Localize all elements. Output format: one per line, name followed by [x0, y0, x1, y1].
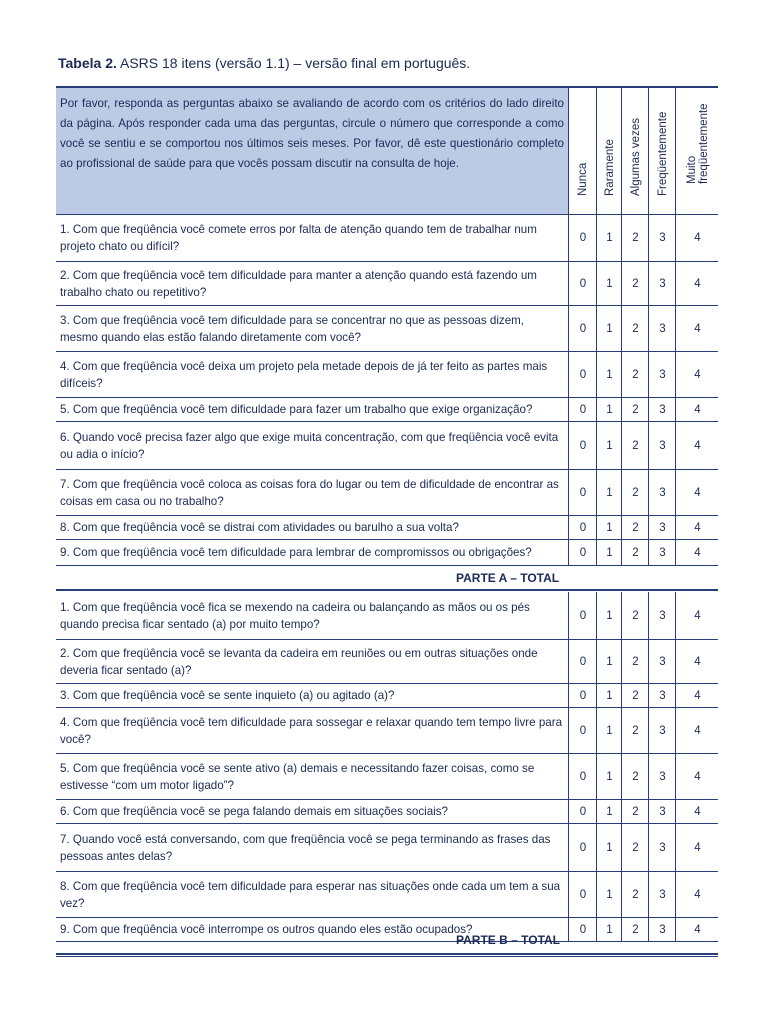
score-option[interactable]: 3	[648, 592, 676, 639]
score-option[interactable]: 0	[568, 470, 597, 515]
question-row	[56, 422, 718, 470]
score-option[interactable]: 4	[675, 918, 719, 941]
score-option[interactable]: 4	[675, 708, 719, 753]
score-option[interactable]: 1	[596, 824, 622, 871]
table-title-text: ASRS 18 itens (versão 1.1) – versão final em português.	[116, 55, 471, 71]
score-option[interactable]: 3	[648, 708, 676, 753]
score-option[interactable]: 1	[596, 422, 622, 469]
table-title-label: Tabela 2.	[58, 55, 117, 71]
col-header-label: Freqüentemente	[656, 111, 669, 196]
part-total	[56, 930, 718, 950]
question-row	[56, 352, 718, 398]
score-option[interactable]: 3	[648, 306, 676, 351]
question-text: 4. Com que freqüência você deixa um projeto pela metade depois de já ter feito as partes mais difíceis?	[60, 359, 548, 390]
section-rule	[56, 953, 718, 955]
score-option[interactable]: 4	[675, 398, 719, 421]
part-total	[56, 568, 718, 588]
question-text: 3. Com que freqüência você tem dificuldade para se concentrar no que as pessoas dizem, mesmo quando elas estão falando diretamente com você?	[60, 313, 525, 344]
question-row	[56, 592, 718, 640]
score-option[interactable]: 1	[596, 262, 622, 305]
score-option[interactable]: 0	[568, 872, 597, 917]
score-option[interactable]: 3	[648, 262, 676, 305]
score-option[interactable]: 2	[621, 352, 649, 397]
question-row	[56, 516, 718, 540]
score-option[interactable]: 0	[568, 800, 597, 823]
question-row	[56, 684, 718, 708]
question-text: 8. Com que freqüência você tem dificuldade para esperar nas situações onde cada um tem a sua vez?	[60, 879, 561, 910]
score-option[interactable]: 2	[621, 214, 649, 261]
question-text: 6. Com que freqüência você se pega falando demais em situações sociais?	[60, 805, 448, 818]
score-option[interactable]: 2	[621, 306, 649, 351]
score-option[interactable]: 0	[568, 824, 597, 871]
score-option[interactable]: 3	[648, 540, 676, 565]
col-header-0	[568, 88, 597, 214]
score-option[interactable]: 4	[675, 540, 719, 565]
score-option[interactable]: 1	[596, 592, 622, 639]
score-option[interactable]: 2	[621, 516, 649, 539]
part-total-label: PARTE A – TOTAL	[456, 571, 560, 585]
score-option[interactable]: 1	[596, 684, 622, 707]
question-row	[56, 824, 718, 872]
score-option[interactable]: 3	[648, 398, 676, 421]
score-option[interactable]: 0	[568, 754, 597, 799]
score-option[interactable]: 0	[568, 684, 597, 707]
score-option[interactable]: 2	[621, 262, 649, 305]
score-option[interactable]: 4	[675, 754, 719, 799]
score-option[interactable]: 1	[596, 754, 622, 799]
score-option[interactable]: 0	[568, 306, 597, 351]
score-option[interactable]: 3	[648, 872, 676, 917]
score-option[interactable]: 0	[568, 516, 597, 539]
score-option[interactable]: 0	[568, 918, 597, 941]
col-header-label: Nunca	[577, 162, 589, 196]
question-text: 2. Com que freqüência você tem dificuldade para manter a atenção quando está fazendo um trabalho chato ou repetitivo?	[60, 268, 537, 299]
score-option[interactable]: 3	[648, 516, 676, 539]
score-option[interactable]: 4	[675, 592, 719, 639]
question-row	[56, 470, 718, 516]
score-option[interactable]: 4	[675, 684, 719, 707]
score-option[interactable]: 1	[596, 640, 622, 683]
score-option[interactable]: 4	[675, 824, 719, 871]
score-option[interactable]: 4	[675, 214, 719, 261]
score-option[interactable]: 4	[675, 352, 719, 397]
question-text: 5. Com que freqüência você tem dificuldade para fazer um trabalho que exige organização?	[60, 403, 533, 416]
score-option[interactable]: 4	[675, 262, 719, 305]
question-text: 3. Com que freqüência você se sente inquieto (a) ou agitado (a)?	[60, 689, 395, 702]
score-option[interactable]: 2	[621, 872, 649, 917]
question-text: 9. Com que freqüência você tem dificuldade para lembrar de compromissos ou obrigações?	[60, 546, 532, 559]
score-option[interactable]: 2	[621, 824, 649, 871]
score-option[interactable]: 2	[621, 754, 649, 799]
score-option[interactable]: 4	[675, 800, 719, 823]
score-option[interactable]: 3	[648, 684, 676, 707]
col-header-label: Raramente	[603, 139, 616, 196]
table-title	[58, 55, 470, 71]
bottom-rule	[56, 956, 718, 957]
score-option[interactable]: 2	[621, 800, 649, 823]
score-option[interactable]: 4	[675, 640, 719, 683]
part-total-label: PARTE B – TOTAL	[456, 933, 561, 947]
score-option[interactable]: 3	[648, 214, 676, 261]
question-row	[56, 640, 718, 684]
question-row	[56, 872, 718, 918]
score-option[interactable]: 3	[648, 824, 676, 871]
score-option[interactable]: 3	[648, 800, 676, 823]
score-option[interactable]: 2	[621, 708, 649, 753]
col-header-label: Muito freqüentemente	[685, 103, 710, 184]
score-option[interactable]: 0	[568, 422, 597, 469]
score-option[interactable]: 4	[675, 516, 719, 539]
question-text: 6. Quando você precisa fazer algo que exige muita concentração, com que freqüência você evita ou adia o início?	[60, 430, 559, 461]
question-text: 1. Com que freqüência você fica se mexendo na cadeira ou balançando as mãos ou os pés quando precisa ficar sentado (a) por muito tempo?	[60, 600, 530, 631]
score-option[interactable]: 2	[621, 540, 649, 565]
score-option[interactable]: 4	[675, 422, 719, 469]
instructions: Por favor, responda as perguntas abaixo se avaliando de acordo com os critérios do lado direito da página. Após responder cada uma das perguntas, circule o número que corresponde a como você se sentiu e se comportou nos últimos seis meses. Por favor, dê este questionário completo ao profissional de saúde para que vocês possam discutir na consulta de hoje.	[56, 88, 568, 214]
question-row	[56, 262, 718, 306]
score-option[interactable]: 2	[621, 470, 649, 515]
question-text: 7. Quando você está conversando, com que freqüência você se pega terminando as frases das pessoas antes delas?	[60, 832, 551, 863]
score-option[interactable]: 3	[648, 352, 676, 397]
col-header-label: Algumas vezes	[629, 118, 642, 196]
col-header-3	[648, 88, 676, 214]
score-option[interactable]: 3	[648, 918, 676, 941]
score-option[interactable]: 0	[568, 262, 597, 305]
score-option[interactable]: 4	[675, 872, 719, 917]
table-header	[56, 88, 718, 215]
score-option[interactable]: 0	[568, 352, 597, 397]
question-row	[56, 306, 718, 352]
question-text: 2. Com que freqüência você se levanta da cadeira em reuniões ou em outras situações onde deveria ficar sentado (a)?	[60, 646, 538, 677]
score-option[interactable]: 1	[596, 872, 622, 917]
question-row	[56, 708, 718, 754]
question-text: 1. Com que freqüência você comete erros por falta de atenção quando tem de trabalhar num projeto chato ou difícil?	[60, 222, 537, 253]
question-row	[56, 754, 718, 800]
question-row	[56, 800, 718, 824]
score-option[interactable]: 2	[621, 592, 649, 639]
score-option[interactable]: 3	[648, 422, 676, 469]
score-option[interactable]: 2	[621, 422, 649, 469]
score-option[interactable]: 3	[648, 640, 676, 683]
score-option[interactable]: 1	[596, 516, 622, 539]
score-option[interactable]: 2	[621, 918, 649, 941]
score-option[interactable]: 0	[568, 398, 597, 421]
score-option[interactable]: 3	[648, 470, 676, 515]
question-text: 8. Com que freqüência você se distrai com atividades ou barulho a sua volta?	[60, 521, 459, 534]
score-option[interactable]: 1	[596, 352, 622, 397]
score-option[interactable]: 3	[648, 754, 676, 799]
section-rule	[56, 589, 718, 591]
score-option[interactable]: 1	[596, 214, 622, 261]
score-option[interactable]: 0	[568, 592, 597, 639]
question-text: 9. Com que freqüência você interrompe os outros quando eles estão ocupados?	[60, 923, 473, 936]
score-option[interactable]: 1	[596, 540, 622, 565]
question-row	[56, 214, 718, 262]
question-text: 5. Com que freqüência você se sente ativo (a) demais e necessitando fazer coisas, como se estivesse “com um motor ligado”?	[60, 761, 535, 792]
score-option[interactable]: 1	[596, 306, 622, 351]
col-header-4	[675, 88, 719, 214]
score-option[interactable]: 0	[568, 708, 597, 753]
score-option[interactable]: 1	[596, 918, 622, 941]
score-option[interactable]: 1	[596, 398, 622, 421]
score-option[interactable]: 1	[596, 470, 622, 515]
score-option[interactable]: 1	[596, 800, 622, 823]
score-option[interactable]: 0	[568, 214, 597, 261]
col-header-2	[621, 88, 649, 214]
score-option[interactable]: 2	[621, 684, 649, 707]
score-option[interactable]: 2	[621, 398, 649, 421]
question-text: 7. Com que freqüência você coloca as coisas fora do lugar ou tem de dificuldade de encontrar as coisas em casa ou no trabalho?	[60, 477, 559, 508]
question-row	[56, 540, 718, 566]
score-option[interactable]: 0	[568, 540, 597, 565]
score-option[interactable]: 4	[675, 306, 719, 351]
score-option[interactable]: 0	[568, 640, 597, 683]
question-text: 4. Com que freqüência você tem dificuldade para sossegar e relaxar quando tem tempo livre para você?	[60, 715, 563, 746]
score-option[interactable]: 4	[675, 470, 719, 515]
col-header-1	[596, 88, 622, 214]
score-option[interactable]: 1	[596, 708, 622, 753]
question-row	[56, 398, 718, 422]
score-option[interactable]: 2	[621, 640, 649, 683]
